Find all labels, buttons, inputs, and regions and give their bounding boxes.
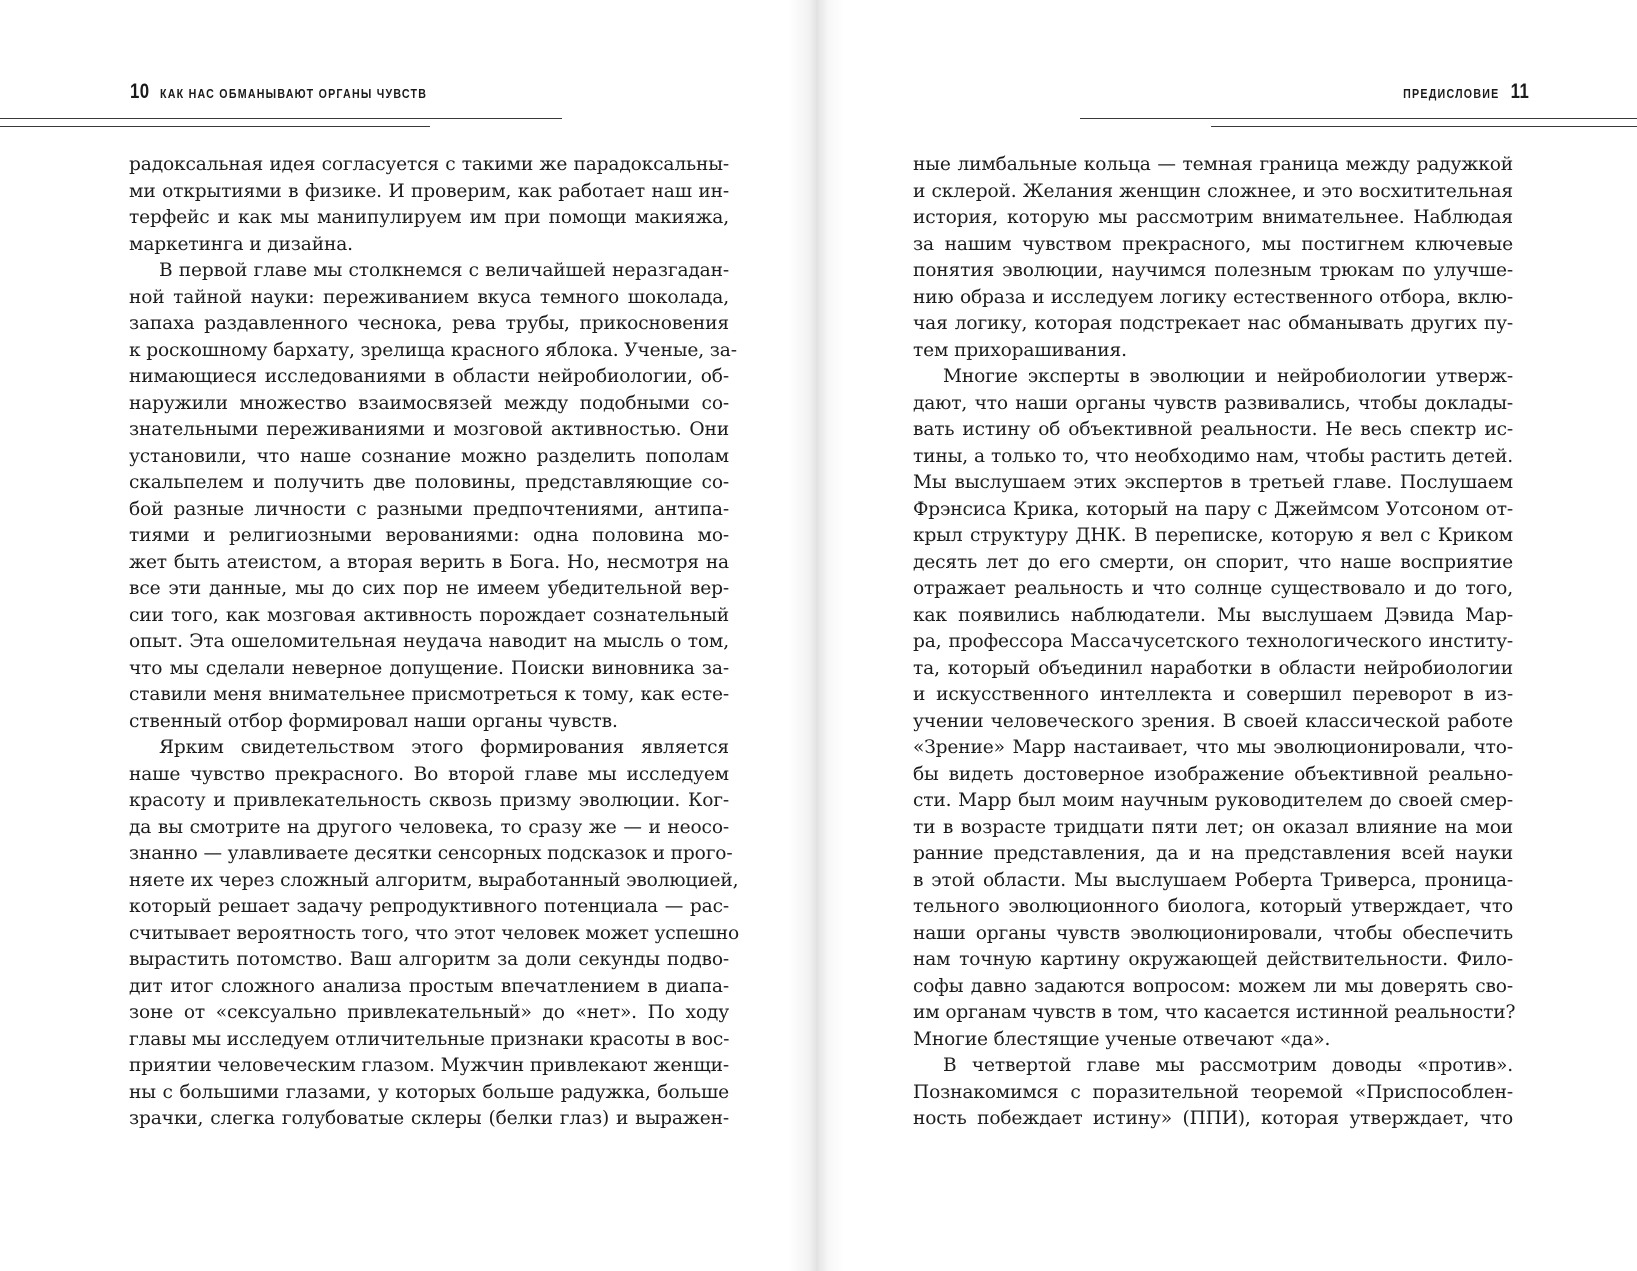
- text-line: ранние представления, да и на представления всей науки: [913, 843, 1513, 864]
- text-line: ные лимбальные кольца — темная граница между радужкой: [913, 154, 1513, 175]
- text-line: считывает вероятность того, что этот человек может успешно: [129, 922, 740, 944]
- text-line: Познакомимся с поразительной теоремой «Приспособлен-: [913, 1081, 1513, 1103]
- right-page-number: 11: [1510, 80, 1529, 103]
- text-line: нам точную картину окружающей действительности. Фило-: [913, 949, 1513, 970]
- text-line: маркетинга и дизайна.: [129, 233, 353, 255]
- text-line: вырастить потомство. Ваш алгоритм за доли секунды подво-: [129, 949, 729, 970]
- gutter-shadow-right: [818, 0, 844, 1271]
- text-line: тины, а только то, что необходимо нам, чтобы растить детей.: [913, 445, 1513, 467]
- text-line: сии того, как мозговая активность порождает сознательный: [129, 604, 729, 626]
- text-line: красоту и привлекательность сквозь призму эволюции. Ког-: [129, 790, 729, 811]
- text-line: тиями и религиозными верованиями: одна половина мо-: [129, 525, 729, 546]
- text-line: жет быть атеистом, а вторая верить в Бога. Но, несмотря на: [129, 551, 729, 573]
- text-line: понятия эволюции, научимся полезным трюкам по улучше-: [913, 260, 1513, 281]
- text-line: ти в возрасте тридцати пяти лет; он оказал влияние на мои: [913, 816, 1513, 838]
- text-line: тельного эволюционного биолога, который утверждает, что: [913, 896, 1513, 917]
- text-line: тем прихорашивания.: [913, 339, 1127, 361]
- text-line: наружили множество взаимосвязей между подобными со-: [129, 392, 729, 414]
- header-rule-left-lower: [0, 126, 430, 127]
- text-line: няете их через сложный алгоритм, выработанный эволюцией,: [129, 869, 739, 891]
- text-line: скальпелем и получить две половины, представляющие со-: [129, 472, 729, 493]
- text-line: знательными переживаниями и мозговой активностью. Они: [129, 419, 729, 440]
- text-line: который решает задачу репродуктивного потенциала — рас-: [129, 896, 729, 917]
- text-line: бой разные личности с разными предпочтениями, антипа-: [129, 498, 729, 520]
- text-line: нию образа и исследуем логику естественного отбора, вклю-: [913, 286, 1513, 308]
- text-line: В четвертой главе мы рассмотрим доводы «против».: [943, 1055, 1513, 1076]
- text-line: бы видеть достоверное изображение объективной реально-: [913, 763, 1513, 785]
- text-line: главы мы исследуем отличительные признаки красоты в вос-: [129, 1028, 730, 1050]
- text-line: дит итог сложного анализа простым впечатлением в диапа-: [129, 975, 729, 997]
- text-line: зрачки, слегка голубоватые склеры (белки глаз) и выражен-: [129, 1108, 729, 1129]
- text-line: Ярким свидетельством этого формирования является: [159, 737, 729, 758]
- text-line: им органам чувств в том, что касается истинной реальности?: [913, 1002, 1516, 1023]
- text-line: ственный отбор формировал наши органы чувств.: [129, 710, 618, 732]
- header-rule-left-upper: [0, 118, 562, 119]
- text-line: знанно — улавливаете десятки сенсорных подсказок и прого-: [129, 843, 733, 864]
- text-line: все эти данные, мы до сих пор не имеем убедительной вер-: [129, 578, 729, 599]
- left-page-header: [130, 80, 486, 104]
- text-line: дают, что наши органы чувств развивались, чтобы доклады-: [913, 392, 1513, 414]
- text-line: опыт. Эта ошеломительная неудача наводит на мысль о том,: [129, 631, 729, 652]
- text-line: ра, профессора Массачусетского технологического институ-: [913, 631, 1513, 652]
- text-line: ной тайной науки: переживанием вкуса темного шоколада,: [129, 286, 729, 308]
- text-line: история, которую мы рассмотрим внимательнее. Наблюдая: [913, 207, 1513, 228]
- text-line: наше чувство прекрасного. Во второй главе мы исследуем: [129, 763, 729, 785]
- text-line: зоне от «сексуально привлекательный» до «нет». По ходу: [129, 1002, 729, 1023]
- text-line: Многие эксперты в эволюции и нейробиологии утверж-: [943, 366, 1513, 387]
- text-line: как появились наблюдатели. Мы выслушаем Дэвида Мар-: [913, 604, 1513, 626]
- left-page: [0, 0, 818, 1271]
- right-page-header: [1382, 80, 1529, 104]
- text-line: учении человеческого зрения. В своей классической работе: [913, 710, 1513, 732]
- text-line: ность побеждает истину» (ППИ), которая утверждает, что: [913, 1108, 1513, 1129]
- text-line: установили, что наше сознание можно разделить пополам: [129, 445, 729, 467]
- text-line: В первой главе мы столкнемся с величайшей неразгадан-: [159, 260, 729, 281]
- text-line: вать истину об объективной реальности. Не весь спектр ис-: [913, 419, 1513, 440]
- text-line: да вы смотрите на другого человека, то сразу же — и неосо-: [129, 816, 729, 838]
- header-rule-right-lower: [1211, 126, 1637, 127]
- text-line: наши органы чувств эволюционировали, чтобы обеспечить: [913, 922, 1513, 944]
- text-line: запаха раздавленного чеснока, рева трубы, прикосновения: [129, 313, 729, 334]
- text-line: ны с большими глазами, у которых больше радужка, больше: [129, 1081, 729, 1103]
- text-line: «Зрение» Марр настаивает, что мы эволюционировали, что-: [913, 737, 1513, 758]
- text-line: терфейс и как мы манипулируем им при помощи макияжа,: [129, 207, 729, 228]
- left-body-text: [129, 152, 740, 1133]
- text-line: десять лет до его смерти, он спорит, что наше восприятие: [913, 551, 1513, 573]
- text-line: нимающиеся исследованиями в области нейробиологии, об-: [129, 366, 729, 387]
- text-line: приятии человеческим глазом. Мужчин привлекают женщи-: [129, 1055, 729, 1076]
- left-page-number: 10: [130, 80, 150, 103]
- text-line: та, который объединил наработки в области нейробиологии: [913, 657, 1513, 679]
- text-line: сти. Марр был моим научным руководителем до своей смер-: [913, 790, 1513, 811]
- text-line: и склерой. Желания женщин сложнее, и это восхитительная: [913, 180, 1513, 202]
- left-running-title: КАК НАС ОБМАНЫВАЮТ ОРГАНЫ ЧУВСТВ: [160, 86, 428, 101]
- text-line: и искусственного интеллекта и совершил переворот в из-: [913, 684, 1513, 705]
- text-line: ми открытиями в физике. И проверим, как работает наш ин-: [129, 180, 729, 202]
- right-body-text: [913, 152, 1516, 1133]
- text-line: софы давно задаются вопросом: можем ли мы доверять сво-: [913, 975, 1513, 997]
- text-line: к роскошному бархату, зрелища красного яблока. Ученые, за-: [129, 339, 737, 361]
- text-line: отражает реальность и что солнце существовало и до того,: [913, 578, 1513, 599]
- text-line: Мы выслушаем этих экспертов в третьей главе. Послушаем: [913, 472, 1513, 493]
- text-line: ставили меня внимательнее присмотреться к тому, как есте-: [129, 684, 729, 705]
- gutter-shadow-left: [788, 0, 818, 1271]
- text-line: за нашим чувством прекрасного, мы постигнем ключевые: [913, 233, 1513, 255]
- text-line: что мы сделали неверное допущение. Поиски виновника за-: [129, 657, 729, 679]
- right-page: [818, 0, 1637, 1271]
- text-line: чая логику, которая подстрекает нас обманывать других пу-: [913, 313, 1513, 334]
- text-line: Фрэнсиса Крика, который на пару с Джеймсом Уотсоном от-: [913, 498, 1513, 520]
- header-rule-right-upper: [1080, 118, 1637, 119]
- text-line: в этой области. Мы выслушаем Роберта Триверса, проница-: [913, 869, 1513, 891]
- text-line: Многие блестящие ученые отвечают «да».: [913, 1028, 1331, 1050]
- right-running-title: ПРЕДИСЛОВИЕ: [1403, 86, 1500, 101]
- text-line: радоксальная идея согласуется с такими же парадоксальны-: [129, 154, 729, 175]
- text-line: крыл структуру ДНК. В переписке, которую я вел с Криком: [913, 525, 1513, 546]
